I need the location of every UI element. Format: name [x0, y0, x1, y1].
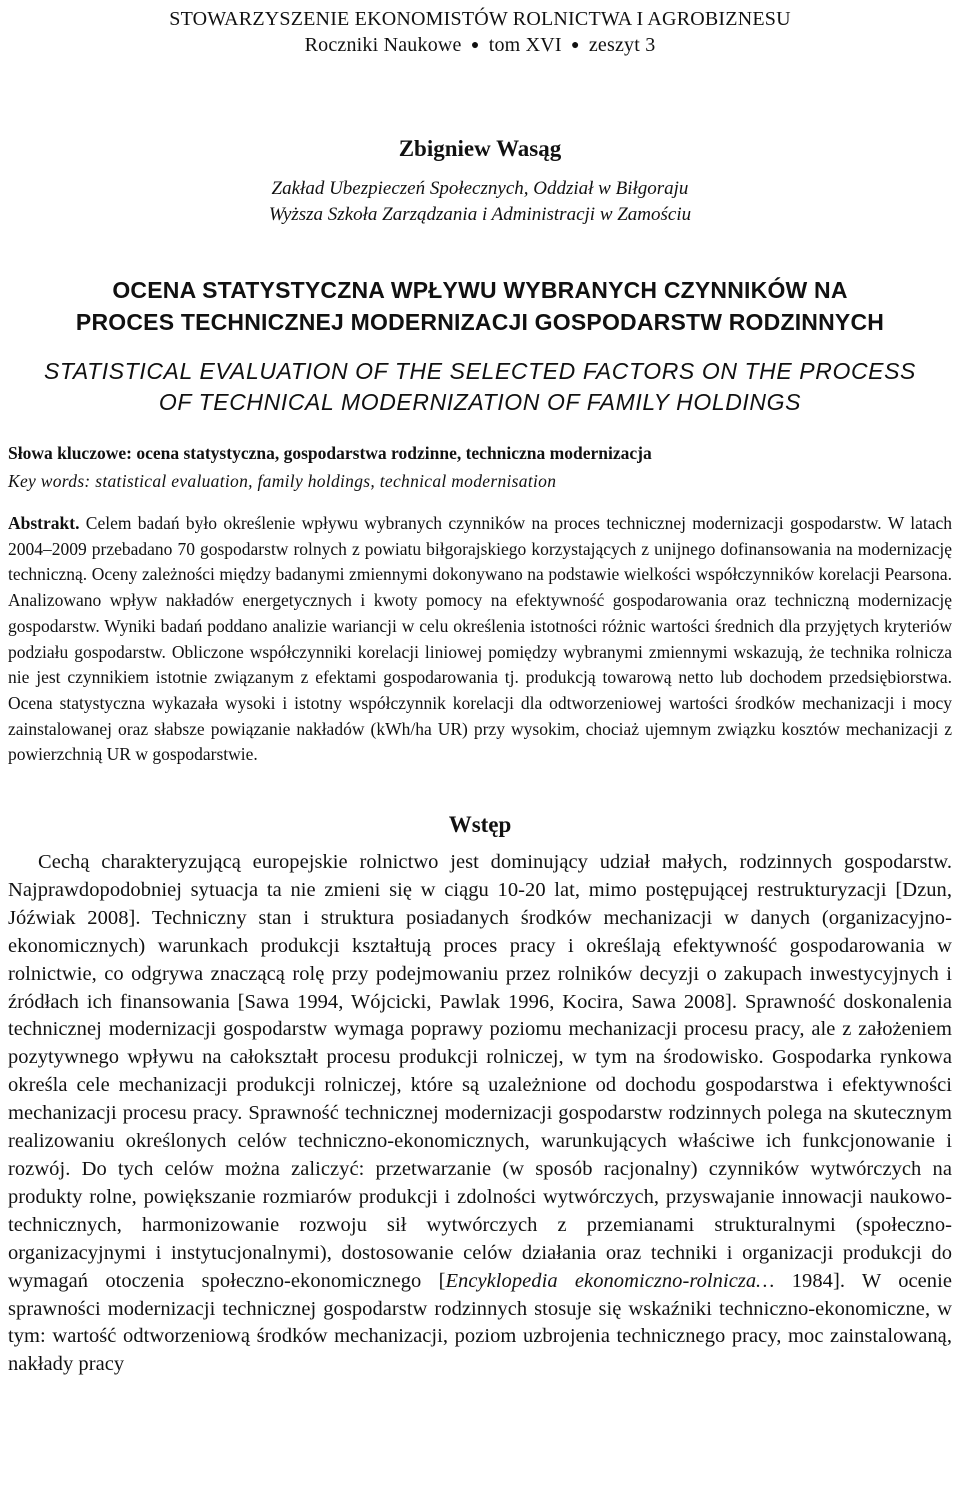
journal-header	[8, 0, 952, 59]
abstract-text: Celem badań było określenie wpływu wybranych czynników na proces technicznej modernizacji gospodarstw. W latach 2004–2009 przebadano 70 gospodarstw rolnych z powiatu biłgorajskiego korzystających z unijnego dofinansowania na modernizację techniczną. Oceny zależności między badanymi zmiennymi dokonywano na podstawie wielkości współczynników korelacji Pearsona. Analizowano wpływ nakładów energetycznych i kwoty pomocy na efektywność gospodarowania oraz techniczną modernizację gospodarstw. Wyniki badań poddano analizie wariancji w celu określenia istotności różnic wartości średnich dla przyjętych kryteriów podziału gospodarstw. Obliczone współczynniki korelacji liniowej pomiędzy wybranymi zmiennymi wskazują, że technika rolnicza nie jest czynnikiem istotnie związanym z efektami gospodarowania tj. produkcją towarową netto lub dochodem przedsiębiorstwa. Ocena statystyczna wykazała wysoki i istotny współczynnik korelacji dla odtworzeniowej wartości środków mechanizacji i mocy zainstalowanej oraz słabsze powiązanie nakładów (kWh/ha UR) przy wysokim, chociaż ujemnym związku kosztów mechanizacji z powierzchnią UR w gospodarstwie.	[8, 513, 952, 765]
abstract	[8, 511, 952, 768]
intro-text-part-1: Cechą charakteryzującą europejskie rolnictwo jest dominujący udział małych, rodzinnych gospodarstw. Najprawdopodobniej sytuacja ta nie zmieni się w ciągu 10-20 lat, mimo postępującej restrukturyzacji [Dzun, Jóźwiak 2008]. Techniczny stan i struktura posiadanych środków mechanizacji w danych (organizacyjno-ekonomicznych) warunkach produkcji kształtują proces pracy i określają efektywność gospodarowania w rolnictwie, co odgrywa znaczącą rolę przy podejmowaniu przez rolników decyzji o zakupach inwestycyjnych i źródłach ich finansowania [Sawa 1994, Wójcicki, Pawlak 1996, Kocira, Sawa 2008]. Sprawność doskonalenia technicznej modernizacji gospodarstw wymaga poprawy poziomu mechanizacji procesu pracy, ale z założeniem pozytywnego wpływu na całokształt procesu produkcji rolniczej, w tym na środowisko. Gospodarka rynkowa określa cele mechanizacji produkcji rolniczej, które są uzależnione od dochodu gospodarstwa i efektywności mechanizacji procesu pracy. Sprawność technicznej modernizacji gospodarstw rodzinnych polega na skutecznym realizowaniu określonych celów techniczno-ekonomicznych, warunkujących właściwe ich funkcjonowanie i rozwój. Do tych celów można zaliczyć: przetwarzanie (w sposób racjonalny) czynników wytwórczych na produkty rolne, powiększanie rozmiarów produkcji i zdolności wytwórczych, przyswajanie innowacji naukowo-technicznych, harmonizowanie rozwoju sił wytwórczych z przemianami strukturalnymi (społeczno-organizacyjnymi i instytucjonalnymi), dostosowanie celów działania oraz techniki i organizacji produkcji do wymagań otoczenia społeczno-ekonomicznego [	[8, 851, 952, 1292]
journal-series-line	[8, 32, 952, 59]
title-polish	[8, 274, 952, 338]
intro-text-part-2: 1984]. W ocenie sprawności modernizacji technicznej gospodarstw rodzinnych stosuje się wskaźniki techniczno-ekonomiczne, w tym: wartość odtworzeniową środków mechanizacji, poziom uzbrojenia technicznego pracy, moc zainstalowaną, nakłady pracy	[8, 1269, 952, 1376]
affiliation-1: Zakład Ubezpieczeń Społecznych, Oddział w Biłgoraju	[271, 178, 689, 199]
title-polish-line-2: PROCES TECHNICZNEJ MODERNIZACJI GOSPODARSTW RODZINNYCH	[75, 309, 885, 335]
intro-paragraph	[8, 849, 952, 1379]
keywords-polish: Słowa kluczowe: ocena statystyczna, gospodarstwa rodzinne, techniczna modernizacja	[8, 443, 652, 463]
bullet-icon: ●	[470, 38, 480, 53]
title-english-line-1: STATISTICAL EVALUATION OF THE SELECTED FACTORS ON THE PROCESS	[43, 358, 916, 384]
series-name: Roczniki Naukowe	[304, 34, 462, 56]
affiliation-2: Wyższa Szkoła Zarządzania i Administracji w Zamościu	[268, 204, 692, 225]
title-english-line-2: OF TECHNICAL MODERNIZATION OF FAMILY HOLDINGS	[158, 389, 802, 415]
keywords-english: Key words: statistical evaluation, family holdings, technical modernisation	[8, 471, 557, 491]
bullet-icon: ●	[570, 38, 580, 53]
issue-number: zeszyt 3	[588, 34, 656, 56]
volume-number: tom XVI	[488, 34, 562, 56]
title-english	[8, 356, 952, 418]
section-heading: Wstęp	[448, 812, 512, 838]
society-name: STOWARZYSZENIE EKONOMISTÓW ROLNICTWA I AGROBIZNESU	[169, 8, 791, 30]
abstract-label: Abstrakt.	[8, 513, 80, 533]
author-name: Zbigniew Wasąg	[398, 136, 562, 161]
intro-citation-italic: Encyklopedia ekonomiczno-rolnicza…	[445, 1269, 775, 1292]
title-polish-line-1: OCENA STATYSTYCZNA WPŁYWU WYBRANYCH CZYNNIKÓW NA	[112, 277, 848, 303]
